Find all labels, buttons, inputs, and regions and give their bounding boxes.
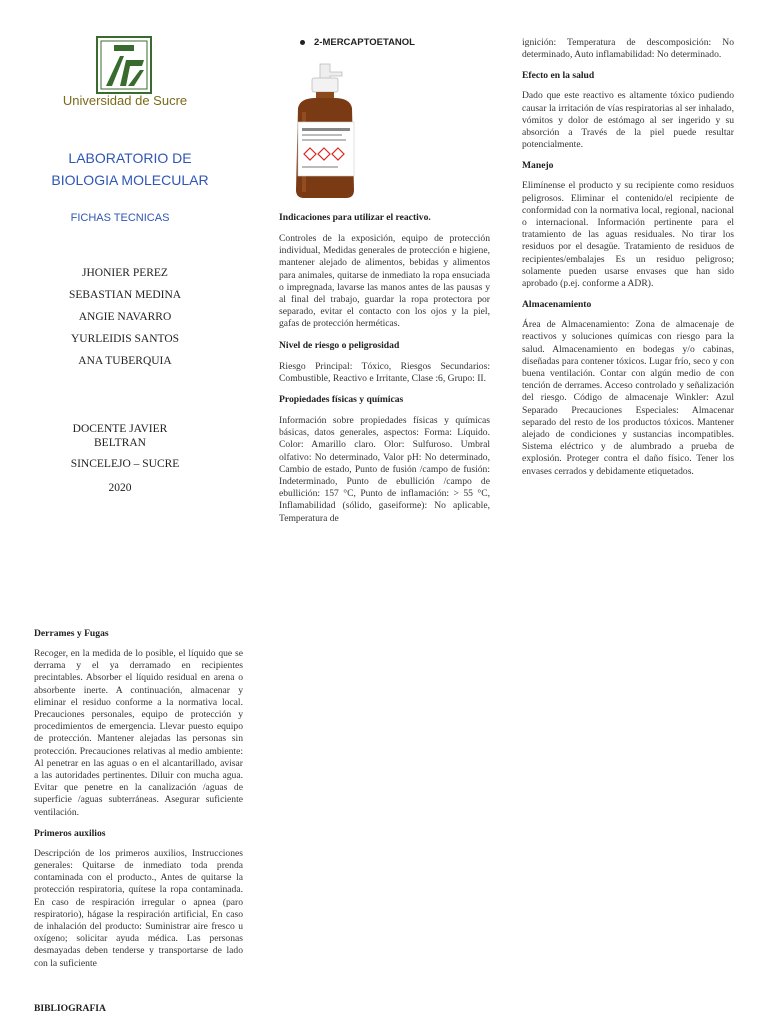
document-subtitle: FICHAS TECNICAS [70, 212, 170, 224]
section-heading-manejo: Manejo [522, 160, 554, 172]
section-heading-indicaciones: Indicaciones para utilizar el reactivo. [279, 212, 431, 223]
section-heading-bibliografia: BIBLIOGRAFIA [34, 1003, 106, 1014]
author-list [30, 262, 220, 372]
teacher-name-line2: BELTRAN [94, 437, 146, 449]
section-heading-efecto-salud: Efecto en la salud [522, 70, 595, 82]
section-heading-almacenamiento: Almacenamiento [522, 299, 592, 311]
column-2 [279, 212, 490, 534]
section-heading-nivel-riesgo: Nivel de riesgo o peligrosidad [279, 339, 400, 351]
lab-title-line2: BIOLOGIA MOLECULAR [51, 172, 209, 188]
city: SINCELEJO – SUCRE [70, 458, 180, 470]
chemical-bottle-icon [280, 62, 370, 202]
author-name: SEBASTIAN MEDINA [68, 289, 182, 301]
product-title [300, 37, 415, 48]
lab-title [40, 147, 220, 191]
section-heading-propiedades: Propiedades físicas y químicas [279, 394, 404, 406]
year: 2020 [108, 482, 132, 494]
section-text-manejo: Elimínense el producto y su recipiente como residuos peligrosos. Eliminar el contenido/el recipiente de conformidad con la normativa local, regional, nacional o internacional. Información pertinente para el tratamiento de las aguas residuales. No tirar los residuos por el desagüe. Tratamiento de residuos de recipientes/embalajes Es un residuo peligroso; solamente pueden usarse envases que han sido aprobado (p.ej. conforme a ADR). [522, 180, 734, 290]
author-name: ANGIE NAVARRO [78, 311, 172, 323]
section-text-almacenamiento: Área de Almacenamiento: Zona de almacenaje de reactivos y soluciones químicas con riesgo para la salud. Almacenamiento en bodegas y/o cabinas, diseñadas para contener tóxicos. Lugar frío, seco y con buena ventilación. Contar con algún medio de con tención de derrames. Acceso controlado y señalización del riesgo. Código de almacenaje Winkler: Azul Separado Precauciones Especiales: Almacenar separado del resto de los productos tóxicos. Mantener alejado de condiciones y sustancias incompatibles. Sistema eléctrico y de alumbrado a prueba de explosión. Proteger contra el daño físico. Tener los envases cerrados y debidamente etiquetados. [522, 319, 734, 477]
teacher-name [50, 422, 190, 450]
lab-title-line1: LABORATORIO DE [68, 150, 192, 166]
author-name: JHONIER PEREZ [82, 267, 168, 279]
section-text-propiedades-continuation: ignición: Temperatura de descomposición: No determinado, Auto inflamabilidad: No determinado. [522, 37, 734, 61]
bullet-icon [300, 40, 305, 45]
teacher-name-line1: DOCENTE JAVIER [72, 423, 168, 435]
university-crest-icon [96, 36, 152, 94]
author-name: ANA TUBERQUIA [78, 355, 172, 367]
university-name: Universidad de Sucre [62, 93, 188, 108]
author-name: YURLEIDIS SANTOS [70, 333, 180, 345]
section-heading-primeros-auxilios: Primeros auxilios [34, 827, 106, 839]
section-text-primeros-auxilios: Descripción de los primeros auxilios, Instrucciones generales: Quitarse de inmediato toda prenda contaminada con el producto., Antes de quitarse la protección respiratoria, quítese la ropa contaminada. En caso de respiración irregular o apnea (paro respiratorio), hágase la respiración artificial, En caso de inhalación del producto: Suministrar aire fresco u oxígeno; solicitar ayuda médica. Las personas desmayadas deben tenderse y transportarse de lado con la suficiente [34, 847, 243, 969]
section-text-propiedades: Información sobre propiedades físicas y químicas básicas, datos generales, aspectos: Forma: Líquido. Color: Amarillo claro. Olor: Sulfuroso. Umbral olfativo: No determinado, Valor pH: No determinado, Cambio de estado, Punto de fusión /campo de fusión: Indeterminado, Punto de ebullición /campo de ebullición: 157 °C, Punto de inflamación: > 55 °C, Inflamabilidad (sólido, gaseiforme): No aplicable, Temperatura de [279, 415, 490, 524]
product-name: 2-MERCAPTOETANOL [314, 37, 415, 48]
section-heading-derrames: Derrames y Fugas [34, 628, 109, 639]
section-text-derrames: Recoger, en la medida de lo posible, el líquido que se derrama y el ya derramado en recipientes precintables. Absorber el líquido residual en arena o absorbente inerte. A continuación, almacenar y eliminar el residuo conforme a la normativa local. Precauciones personales, equipo de protección y procedimientos de emergencia. Llevar puesto equipo de protección. Mantener alejadas las personas sin protección. Precauciones relativas al medio ambiente: Al penetrar en las aguas o en el alcantarillado, avisar a las autoridades pertinentes. Diluir con mucha agua. Evitar que penetre en la canalización /aguas de superficie /aguas subterráneas. Asegurar suficiente ventilación. [34, 648, 243, 818]
column-3 [522, 37, 734, 487]
section-text-nivel-riesgo: Riesgo Principal: Tóxico, Riesgos Secundarios: Combustible, Reactivo e Irritante, Clase :6, Grupo: II. [279, 360, 490, 384]
section-text-indicaciones: Controles de la exposición, equipo de protección individual, Medidas generales de protección e higiene, mantener alejado de alimentos, bebidas y alimentos para animales, quitarse de inmediato la ropa ensuciada o impregnada, lavarse las manos antes de las pausas y al final del trabajo, guardar la ropa protectora por separado, evitar el contacto con los ojos y la piel, gafas de protección herméticas. [279, 233, 490, 330]
section-text-efecto-salud: Dado que este reactivo es altamente tóxico pudiendo causar la irritación de vías respiratorias al ser inhalado, vómitos y dolor de estómago al ser ingerido y su absorción a Través de la piel puede resultar potencialmente. [522, 90, 734, 151]
column-1-lower [34, 628, 243, 979]
